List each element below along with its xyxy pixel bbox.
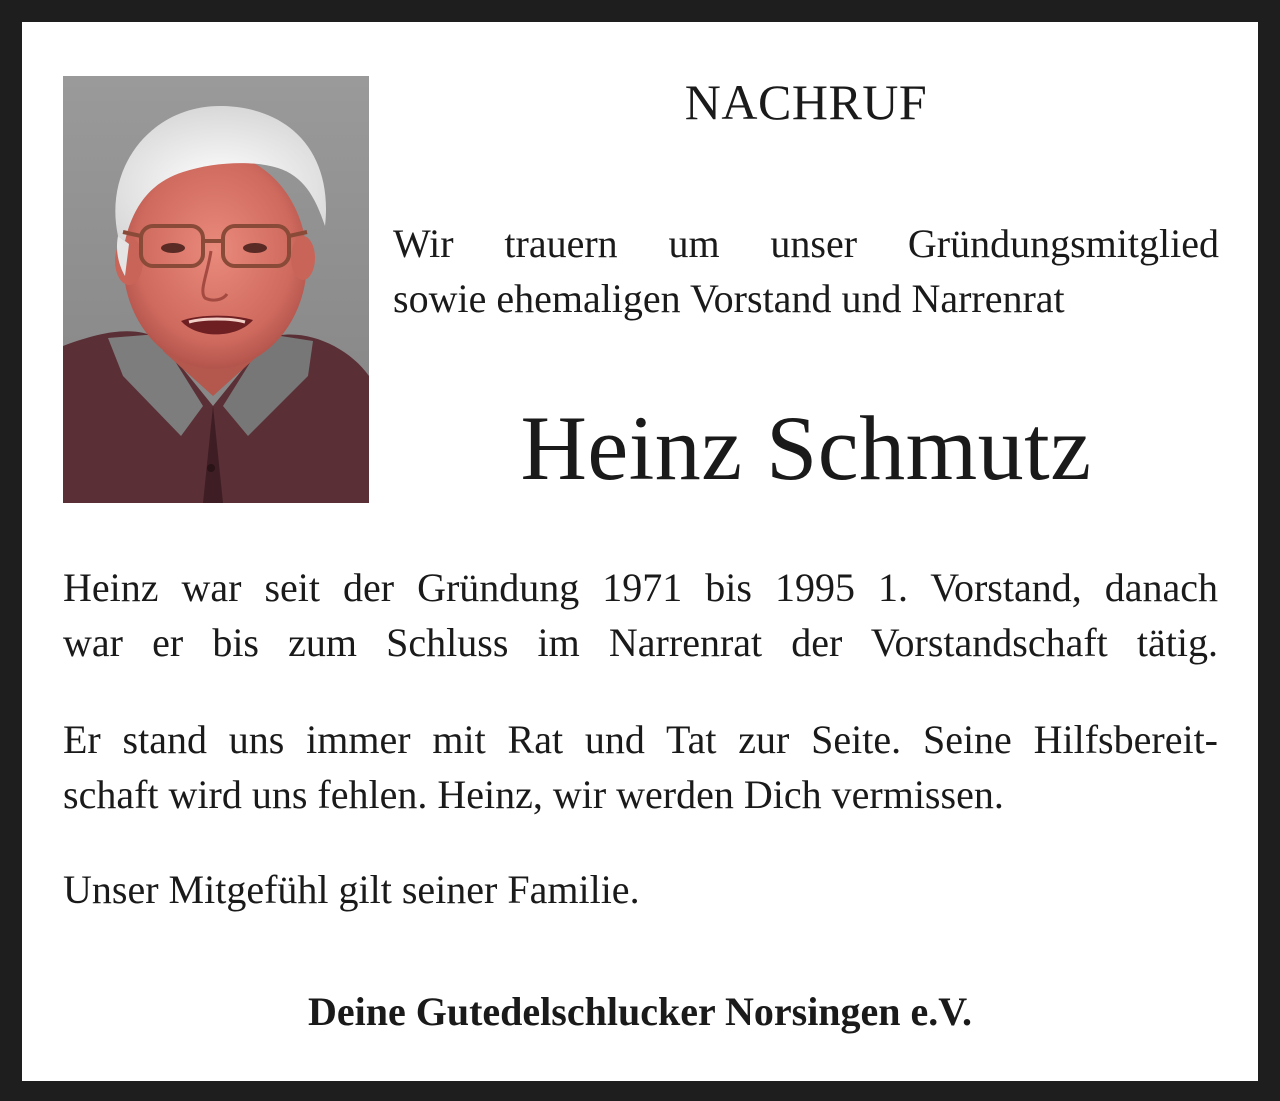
paragraph-line: Heinz war seit der Gründung 1971 bis 1995 1. Vorstand, danach	[63, 565, 1218, 610]
signature: Deine Gutedelschlucker Norsingen e.V.	[307, 989, 973, 1034]
paragraph-tribute	[63, 712, 1218, 822]
paragraph-line: Er stand uns immer mit Rat und Tat zur Seite. Seine Hilfsbereit-	[63, 717, 1218, 762]
paragraph-tenure	[63, 560, 1218, 670]
obituary-heading: NACHRUF	[684, 74, 928, 130]
paragraph-line: Unser Mitgefühl gilt seiner Familie.	[63, 867, 640, 912]
intro-line: sowie ehemaligen Vorstand und Narrenrat	[393, 276, 1065, 321]
portrait-photo	[63, 76, 369, 503]
intro-text	[393, 216, 1219, 326]
paragraph-condolence	[63, 862, 1218, 917]
paragraph-line: war er bis zum Schluss im Narrenrat der Vorstandschaft tätig.	[63, 620, 1218, 665]
paragraph-line: schaft wird uns fehlen. Heinz, wir werden Dich vermissen.	[63, 772, 1004, 817]
intro-line: Wir trauern um unser Gründungsmitglied	[393, 221, 1219, 266]
deceased-name: Heinz Schmutz	[520, 397, 1092, 499]
